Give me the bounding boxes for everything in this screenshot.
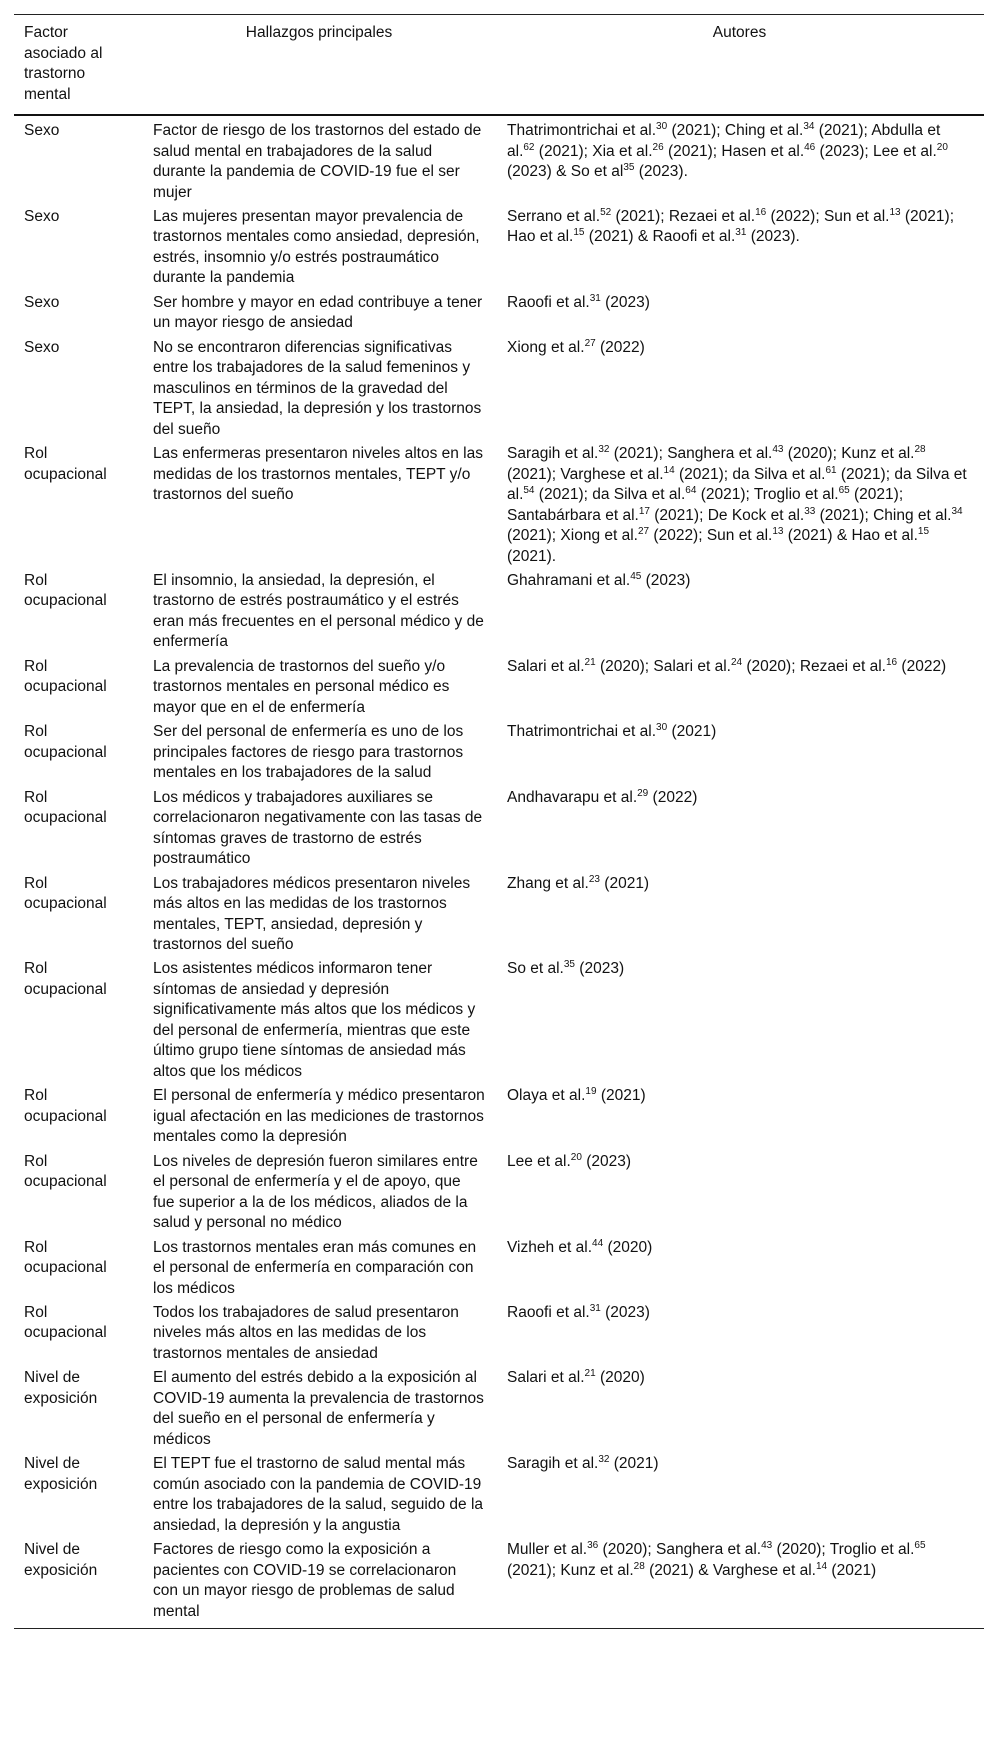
authors-cell	[495, 654, 984, 719]
author-year: (2023).	[634, 163, 688, 180]
author-name: De Kock et al.	[707, 506, 805, 524]
reference-number: 43	[772, 443, 784, 455]
author-name: Serrano et al.	[507, 207, 601, 225]
author-name: Zhang et al.	[507, 874, 589, 892]
author-year: (2023)	[600, 1303, 650, 1321]
author-year: (2021).	[507, 547, 557, 565]
authors-cell	[495, 1366, 984, 1452]
author-name: Xia et al.	[592, 142, 653, 160]
author-year: (2021) &	[584, 228, 653, 246]
reference-number: 65	[914, 1539, 926, 1551]
authors-cell	[495, 785, 984, 871]
header-findings: Hallazgos principales	[143, 15, 495, 116]
author-name: Salari et al.	[653, 657, 731, 675]
reference-number: 14	[815, 1560, 828, 1572]
author-name: Hao et al.	[507, 228, 574, 246]
author-year: (2021);	[696, 486, 754, 504]
factor-cell: Rol ocupacional	[24, 723, 107, 761]
authors-cell	[495, 1084, 984, 1149]
reference-number: 21	[584, 1368, 596, 1380]
table-row	[14, 1235, 984, 1300]
reference-number: 64	[685, 484, 697, 496]
author-name: Thatrimontrichai et al.	[507, 122, 657, 139]
finding-cell: Factores de riesgo como la exposición a pacientes con COVID-19 se correlacionaron con un mayor riesgo de problemas de salud mental	[143, 1538, 495, 1629]
authors-cell	[495, 115, 984, 205]
finding-cell: Los asistentes médicos informaron tener síntomas de ansiedad y depresión significativamente más altos que los médicos y del personal de enfermería, mientras que este último grupo tiene síntomas de ansiedad más altos que los médicos	[153, 960, 476, 1080]
factor-cell: Sexo	[24, 338, 60, 356]
reference-number: 31	[589, 292, 601, 304]
table-row	[14, 1301, 984, 1366]
reference-number: 31	[589, 1302, 601, 1314]
reference-number: 45	[630, 570, 642, 582]
author-year: (2021)	[667, 723, 717, 741]
reference-number: 23	[588, 873, 600, 885]
table-header	[14, 15, 984, 116]
author-year: (2020);	[742, 657, 800, 675]
table-row	[14, 205, 984, 291]
finding-cell: Los niveles de depresión fueron similares entre el personal de enfermería y el de apoyo, que fue superior a la de los médicos, aliados de la salud y personal no médico	[153, 1152, 478, 1232]
author-year: (2020);	[595, 657, 654, 675]
factor-cell: Rol ocupacional	[24, 788, 107, 827]
reference-number: 13	[772, 525, 784, 537]
author-name: Ghahramani et al.	[507, 571, 631, 589]
author-year: (2021);	[507, 465, 561, 483]
author-year: (2023);	[815, 142, 873, 160]
authors-cell	[495, 1538, 984, 1629]
author-year: (2021);	[507, 527, 561, 545]
authors-cell	[495, 1301, 984, 1366]
reference-number: 34	[951, 505, 963, 517]
author-year: (2022)	[648, 788, 698, 806]
factor-cell: Nivel de exposición	[14, 1538, 143, 1629]
author-name: Thatrimontrichai et al.	[507, 723, 657, 741]
author-year: (2021);	[507, 1561, 561, 1579]
finding-cell: Ser del personal de enfermería es uno de los principales factores de riesgo para trastornos mentales en los trabajadores de la salud	[153, 723, 464, 782]
reference-number: 28	[633, 1560, 645, 1572]
findings-table	[14, 14, 984, 1629]
reference-number: 15	[573, 227, 585, 239]
table-row	[14, 442, 984, 569]
header-row	[14, 15, 984, 116]
reference-number: 21	[584, 656, 596, 668]
author-name: Sanghera et al.	[655, 1541, 762, 1559]
finding-cell: El personal de enfermería y médico presentaron igual afectación en las mediciones de trastornos mentales como la depresión	[153, 1087, 485, 1146]
author-name: Andhavarapu et al.	[507, 788, 638, 806]
author-year: (2021) &	[783, 527, 852, 545]
author-name: Sun et al.	[823, 207, 890, 225]
reference-number: 29	[637, 787, 649, 799]
author-name: Ching et al.	[724, 122, 804, 139]
author-name: Salari et al.	[507, 657, 585, 675]
factor-cell: Nivel de exposición	[24, 1369, 98, 1407]
reference-number: 54	[523, 484, 535, 496]
author-year: (2021);	[814, 122, 872, 139]
authors-cell	[495, 335, 984, 441]
author-name: Vizheh et al.	[507, 1238, 593, 1256]
author-year: (2021);	[849, 486, 904, 504]
author-name: Sanghera et al.	[667, 445, 773, 463]
author-name: Salari et al.	[507, 1369, 585, 1387]
author-year: (2021)	[596, 1087, 646, 1105]
reference-number: 34	[803, 120, 815, 132]
author-year: (2021) &	[644, 1561, 713, 1579]
authors-cell	[495, 290, 984, 335]
finding-cell: La prevalencia de trastornos del sueño y/o trastornos mentales en personal médico es mayor que en el de enfermería	[153, 657, 450, 716]
factor-cell: Rol ocupacional	[24, 960, 107, 998]
reference-number: 14	[663, 464, 675, 476]
author-name: da Silva et al.	[592, 486, 686, 504]
reference-number: 35	[563, 959, 575, 971]
table-row	[14, 1149, 984, 1235]
author-name: Kunz et al.	[841, 445, 915, 463]
author-year: (2021);	[534, 486, 593, 504]
factor-cell: Rol ocupacional	[24, 1087, 107, 1125]
author-name: Rezaei et al.	[799, 657, 886, 675]
factor-cell: Rol ocupacional	[24, 445, 107, 483]
finding-cell: Factor de riesgo de los trastornos del estado de salud mental en trabajadores de la salud durante la pandemia de COVID-19 fue el ser mujer	[153, 122, 482, 201]
author-name: Raoofi et al.	[507, 293, 590, 311]
author-year: (2023) &	[507, 163, 571, 180]
author-name: da Silva et al.	[732, 465, 826, 483]
table-row	[14, 654, 984, 719]
author-name: Saragih et al.	[507, 445, 599, 463]
author-year: (2023)	[641, 571, 691, 589]
table-row	[14, 290, 984, 335]
reference-number: 27	[637, 525, 650, 537]
author-name: Hao et al.	[851, 527, 918, 545]
reference-number: 32	[598, 1454, 610, 1466]
table-row	[14, 335, 984, 441]
reference-number: 13	[889, 206, 901, 218]
reference-number: 16	[885, 656, 898, 668]
reference-number: 43	[761, 1539, 773, 1551]
finding-cell: Los trabajadores médicos presentaron niveles más altos en las medidas de los trastornos mentales, TEPT, ansiedad, depresión y trastornos del sueño	[153, 874, 471, 954]
author-name: So et al	[570, 163, 624, 180]
author-year: (2021)	[609, 1455, 659, 1473]
author-name: Troglio et al.	[753, 486, 839, 504]
factor-cell: Rol ocupacional	[24, 874, 107, 913]
finding-cell: El insomnio, la ansiedad, la depresión, el trastorno de estrés postraumático y el estrés eran más frecuentes en el personal médico y de enfermería	[153, 571, 484, 651]
table-body	[14, 115, 984, 1629]
authors-cell	[495, 205, 984, 291]
author-year: (2023)	[581, 1152, 632, 1170]
author-year: (2020);	[772, 1541, 830, 1559]
reference-number: 52	[600, 206, 612, 218]
authors-cell	[495, 1452, 984, 1538]
table-row	[14, 957, 984, 1084]
author-name: Saragih et al.	[507, 1455, 599, 1473]
author-year: (2023)	[575, 960, 625, 978]
author-name: Lee et al.	[872, 142, 937, 160]
author-year: (2022);	[649, 527, 707, 545]
factor-cell: Sexo	[24, 293, 60, 311]
reference-number: 46	[804, 141, 816, 153]
table-row	[14, 115, 984, 205]
reference-number: 19	[585, 1086, 597, 1098]
author-year: (2021);	[815, 506, 874, 524]
author-name: Rezaei et al.	[668, 207, 756, 225]
author-name: Varghese et al.	[712, 1561, 816, 1579]
authors-cell	[495, 1235, 984, 1300]
finding-cell: El aumento del estrés debido a la exposición al COVID-19 aumenta la prevalencia de trastornos del sueño en el personal de enfermería y médicos	[153, 1369, 484, 1448]
author-name: Xiong et al.	[560, 527, 638, 545]
reference-number: 26	[652, 141, 664, 153]
table-row	[14, 1538, 984, 1629]
author-year: (2021);	[674, 465, 733, 483]
finding-cell: El TEPT fue el trastorno de salud mental más común asociado con la pandemia de COVID-19 entre los trabajadores de la salud, seguido de la ansiedad, la depresión y la angustia	[153, 1455, 484, 1534]
author-name: Muller et al.	[507, 1541, 588, 1559]
finding-cell: Las enfermeras presentaron niveles altos en las medidas de los trastornos mentales, TEPT y/o trastornos del sueño	[153, 445, 483, 504]
reference-number: 27	[584, 337, 596, 349]
reference-number: 33	[804, 505, 816, 517]
factor-cell: Rol ocupacional	[24, 1238, 107, 1277]
finding-cell: Ser hombre y mayor en edad contribuye a tener un mayor riesgo de ansiedad	[153, 293, 483, 332]
author-name: So et al.	[507, 960, 564, 978]
finding-cell: Los trastornos mentales eran más comunes en el personal de enfermería en comparación con los médicos	[153, 1238, 477, 1297]
factor-cell: Nivel de exposición	[24, 1455, 98, 1493]
table-row	[14, 871, 984, 957]
author-name: Raoofi et al.	[652, 228, 736, 246]
author-year: (2022)	[595, 338, 645, 356]
author-year: (2021)	[599, 874, 650, 892]
author-name: Varghese et al.	[560, 465, 664, 483]
author-year: (2022);	[766, 207, 824, 225]
author-name: Sun et al.	[706, 527, 773, 545]
author-year: (2020)	[595, 1369, 645, 1387]
author-year: (2021);	[900, 207, 954, 225]
author-year: (2023)	[600, 293, 650, 311]
finding-cell: Los médicos y trabajadores auxiliares se correlacionaron negativamente con las tasas de síntomas graves de trastorno de estrés postraumático	[153, 788, 483, 868]
table-row	[14, 785, 984, 871]
author-name: Raoofi et al.	[507, 1303, 590, 1321]
finding-cell: No se encontraron diferencias significativas entre los trabajadores de la salud femeninos y masculinos en términos de la gravedad del TEPT, la ansiedad, la depresión y los trastornos del sueño	[153, 338, 482, 438]
reference-number: 30	[656, 120, 668, 132]
reference-number: 65	[838, 484, 850, 496]
table-row	[14, 1366, 984, 1452]
table-container	[14, 14, 984, 1629]
author-year: (2021);	[649, 506, 708, 524]
authors-cell	[495, 442, 984, 569]
authors-cell	[495, 569, 984, 655]
author-name: Hasen et al.	[721, 142, 805, 160]
author-year: (2022)	[897, 657, 947, 675]
factor-cell: Sexo	[24, 122, 60, 139]
finding-cell: Todos los trabajadores de salud presentaron niveles más altos en las medidas de los trastornos mentales de ansiedad	[153, 1303, 459, 1362]
reference-number: 15	[917, 525, 930, 537]
reference-number: 24	[730, 656, 743, 668]
reference-number: 16	[755, 206, 767, 218]
reference-number: 30	[656, 722, 668, 734]
reference-number: 17	[638, 505, 650, 517]
finding-cell: Las mujeres presentan mayor prevalencia de trastornos mentales como ansiedad, depresión, estrés, insomnio y/o estrés postraumático durante la pandemia	[153, 207, 480, 287]
author-name: Santabárbara et al.	[507, 506, 639, 524]
author-year: (2021);	[534, 142, 593, 160]
author-year: (2021)	[827, 1561, 877, 1579]
header-authors: Autores	[495, 15, 984, 116]
reference-number: 31	[735, 227, 747, 239]
author-year: (2021);	[836, 465, 895, 483]
author-name: Ching et al.	[873, 506, 952, 524]
author-year: (2020)	[603, 1238, 653, 1256]
author-name: Abdulla et al.	[507, 122, 941, 160]
authors-cell	[495, 957, 984, 1084]
header-factor: Factor asociado al trastorno mental	[14, 15, 143, 116]
author-year: (2021);	[609, 445, 668, 463]
factor-cell: Rol ocupacional	[24, 657, 107, 696]
author-name: Xiong et al.	[507, 338, 585, 356]
reference-number: 35	[623, 161, 635, 173]
factor-cell: Sexo	[24, 207, 60, 225]
reference-number: 32	[598, 443, 610, 455]
author-name: da Silva et al.	[507, 465, 967, 504]
author-name: Troglio et al.	[829, 1541, 915, 1559]
author-year: (2021);	[611, 207, 669, 225]
reference-number: 36	[587, 1539, 599, 1551]
authors-cell	[495, 871, 984, 957]
author-year: (2021);	[667, 122, 725, 139]
authors-cell	[495, 720, 984, 785]
author-year: (2020);	[783, 445, 842, 463]
table-row	[14, 1452, 984, 1538]
reference-number: 44	[592, 1237, 604, 1249]
factor-cell: Rol ocupacional	[24, 1303, 107, 1342]
author-year: (2020);	[598, 1541, 656, 1559]
author-year: (2023).	[746, 228, 800, 246]
author-name: Lee et al.	[507, 1152, 571, 1170]
author-year: (2021);	[663, 142, 722, 160]
table-row	[14, 569, 984, 655]
factor-cell: Rol ocupacional	[24, 1152, 107, 1191]
reference-number: 62	[523, 141, 535, 153]
reference-number: 20	[936, 141, 948, 153]
authors-cell	[495, 1149, 984, 1235]
reference-number: 28	[914, 443, 926, 455]
author-name: Kunz et al.	[560, 1561, 634, 1579]
author-name: Olaya et al.	[507, 1087, 586, 1105]
reference-number: 20	[570, 1151, 582, 1163]
factor-cell: Rol ocupacional	[24, 571, 107, 610]
reference-number: 61	[825, 464, 837, 476]
table-row	[14, 720, 984, 785]
table-row	[14, 1084, 984, 1149]
